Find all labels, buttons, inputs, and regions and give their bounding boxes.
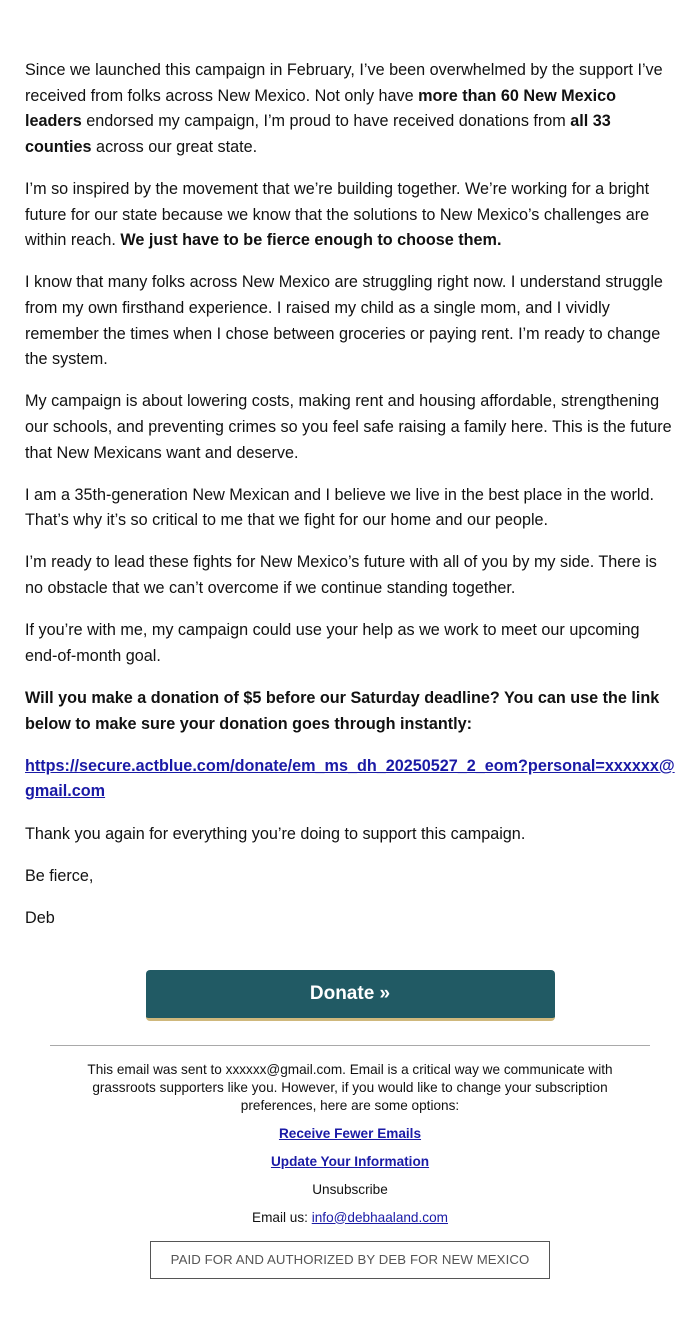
footer	[0, 1046, 700, 1279]
paid-for-disclaimer: PAID FOR AND AUTHORIZED BY DEB FOR NEW MEXICO	[150, 1241, 550, 1279]
footer-email-row	[70, 1209, 630, 1227]
email-us-label: Email us:	[252, 1209, 312, 1225]
paragraph-lead: I’m ready to lead these fights for New Mexico’s future with all of you by my side. There is no obstacle that we can’t overcome if we continue standing together.	[25, 553, 657, 598]
intro-text-3: across our great state.	[91, 137, 258, 156]
intro-bold-leaders: more than 60 New Mexico leaders	[25, 86, 617, 131]
signature: Deb	[25, 908, 55, 927]
paragraph-intro	[25, 58, 675, 160]
intro-text-1: Since we launched this campaign in February, I’ve been overwhelmed by the support I’ve received from folks across New Mexico. Not only have	[25, 61, 663, 105]
update-information-link[interactable]: Update Your Information	[270, 1153, 430, 1169]
movement-text: I’m so inspired by the movement that we’re building together. We’re working for a bright future for our state because we know that the solutions to New Mexico’s challenges are within reach.	[25, 179, 650, 250]
footer-unsubscribe-row	[70, 1181, 630, 1199]
paragraph-ask	[25, 686, 675, 737]
footer-fewer-emails-row	[70, 1125, 630, 1143]
paragraph-thanks: Thank you again for everything you’re doing to support this campaign.	[25, 824, 526, 843]
paragraph-campaign: My campaign is about lowering costs, making rent and housing affordable, strengthening our schools, and preventing crimes so you feel safe raising a family here. This is the future that New Mexicans want and deserve.	[25, 392, 672, 462]
receive-fewer-emails-link[interactable]: Receive Fewer Emails	[278, 1125, 422, 1141]
donate-button-wrapper	[0, 970, 700, 1021]
paragraph-struggle: I know that many folks across New Mexico are struggling right now. I understand struggle from my own firsthand experience. I raised my child as a single mom, and I vividly remember the times when I chose between groceries or paying rent. I’m ready to change the system.	[25, 273, 663, 369]
paragraph-heritage: I am a 35th-generation New Mexican and I believe we live in the best place in the world. That’s why it’s so critical to me that we fight for our home and our people.	[25, 485, 654, 530]
footer-update-info-row	[70, 1153, 630, 1171]
contact-email-link[interactable]: info@debhaaland.com	[311, 1209, 448, 1225]
signoff: Be fierce,	[25, 866, 94, 885]
donate-button[interactable]: Donate »	[146, 970, 555, 1021]
unsubscribe-link[interactable]: Unsubscribe	[312, 1181, 388, 1197]
movement-bold: We just have to be fierce enough to choose them.	[120, 231, 502, 250]
paragraph-help: If you’re with me, my campaign could use your help as we work to meet our upcoming end-of-month goal.	[25, 621, 640, 665]
paragraph-movement	[25, 177, 675, 254]
intro-bold-counties: all 33 counties	[25, 112, 611, 156]
paragraph-link	[25, 754, 675, 805]
footer-notice: This email was sent to xxxxxx@gmail.com. Email is a critical way we communicate with grassroots supporters like you. However, if you would like to change your subscription preferences, here are some options:	[87, 1061, 613, 1113]
donate-link[interactable]: https://secure.actblue.com/donate/em_ms_dh_20250527_2_eom?personal=xxxxxx@gmail.com	[25, 756, 675, 801]
intro-text-2: endorsed my campaign, I’m proud to have received donations from	[81, 112, 571, 131]
ask-bold: Will you make a donation of $5 before our Saturday deadline? You can use the link below to make sure your donation goes through instantly:	[25, 689, 660, 733]
